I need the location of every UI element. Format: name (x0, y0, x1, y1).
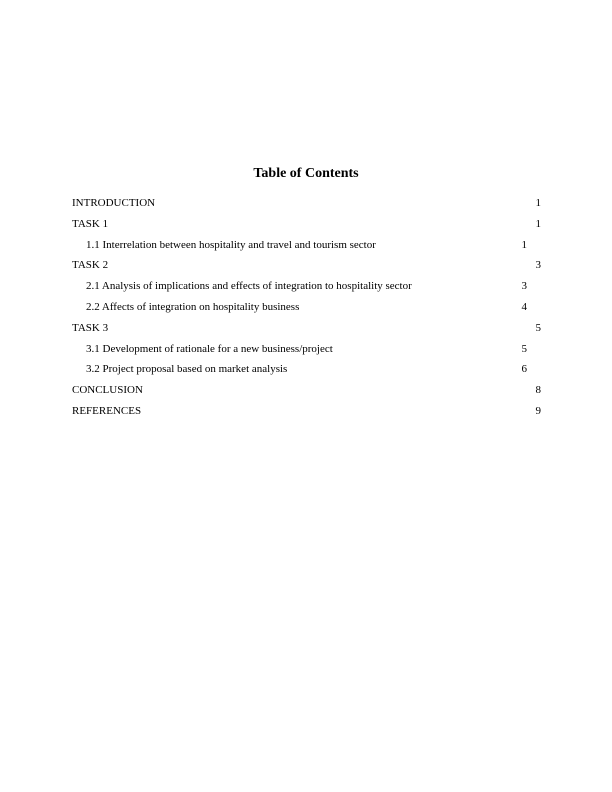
toc-entry-page: 3 (522, 276, 528, 297)
toc-entry-page: 1 (536, 193, 542, 214)
toc-entry-label: 3.2 Project proposal based on market analysis (86, 363, 288, 376)
toc-list (72, 193, 541, 422)
toc-entry-label: REFERENCES (72, 404, 142, 417)
dot-leader (72, 229, 541, 230)
toc-entry-2-2[interactable] (86, 297, 527, 318)
toc-title: Table of Contents (253, 166, 359, 181)
toc-entry-1-1[interactable] (86, 235, 527, 256)
toc-entry-page: 1 (536, 214, 542, 235)
toc-entry-task-1[interactable] (72, 214, 541, 235)
toc-entry-page: 6 (522, 359, 528, 380)
toc-entry-page: 5 (522, 339, 528, 360)
toc-entry-label: 1.1 Interrelation between hospitality and travel and tourism sector (86, 238, 376, 251)
toc-entry-page: 1 (522, 235, 528, 256)
toc-entry-references[interactable] (72, 401, 541, 422)
toc-entry-label: 2.1 Analysis of implications and effects of integration to hospitality sector (86, 280, 412, 293)
toc-entry-label: TASK 3 (72, 321, 109, 334)
toc-entry-2-1[interactable] (86, 276, 527, 297)
toc-entry-task-3[interactable] (72, 318, 541, 339)
dot-leader (72, 270, 541, 271)
toc-entry-task-2[interactable] (72, 255, 541, 276)
toc-entry-introduction[interactable] (72, 193, 541, 214)
dot-leader (72, 416, 541, 417)
toc-entry-page: 3 (536, 255, 542, 276)
toc-entry-label: TASK 2 (72, 259, 109, 272)
toc-entry-conclusion[interactable] (72, 380, 541, 401)
toc-entry-label: TASK 1 (72, 217, 109, 230)
toc-entry-page: 5 (536, 318, 542, 339)
toc-entry-label: 2.2 Affects of integration on hospitality business (86, 300, 300, 313)
toc-entry-page: 9 (536, 401, 542, 422)
dot-leader (72, 333, 541, 334)
toc-entry-label: INTRODUCTION (72, 197, 156, 209)
toc-entry-3-2[interactable] (86, 359, 527, 380)
toc-entry-page: 8 (536, 380, 542, 401)
toc-entry-page: 4 (522, 297, 528, 318)
toc-entry-label: CONCLUSION (72, 384, 143, 397)
toc-entry-3-1[interactable] (86, 339, 527, 360)
toc-entry-label: 3.1 Development of rationale for a new business/project (86, 342, 333, 355)
